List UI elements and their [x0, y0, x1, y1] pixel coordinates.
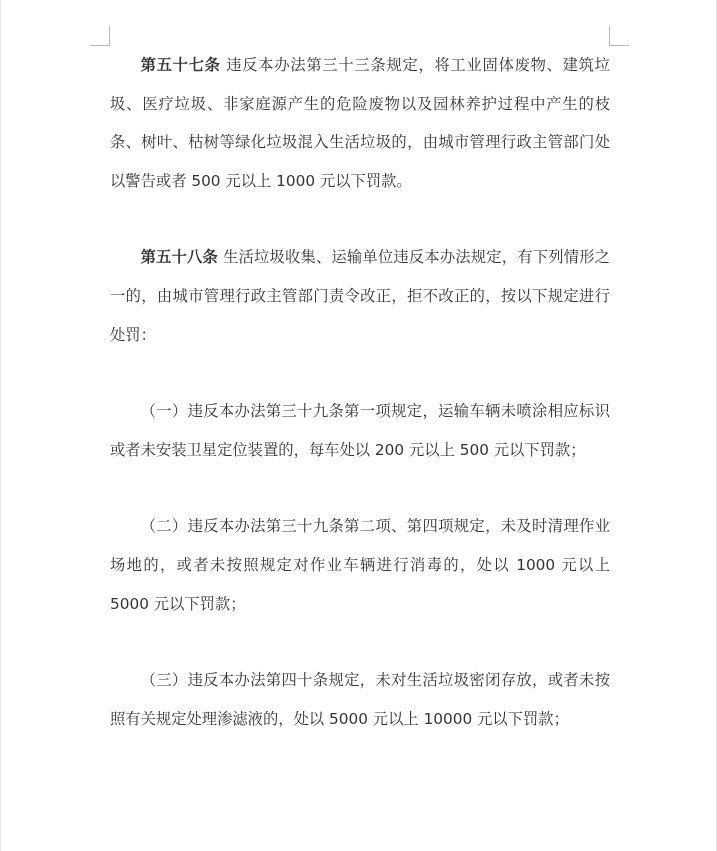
article-58-paragraph[interactable] [110, 238, 610, 354]
clause-text: （一）违反本办法第三十九条第一项规定，运输车辆未喷涂相应标识或者未安装卫星定位装置的，每车处以 200 元以上 500 元以下罚款； [110, 402, 610, 459]
clause-2-paragraph[interactable] [110, 507, 610, 623]
crop-mark-top-right [609, 26, 629, 46]
clause-1-paragraph[interactable] [110, 392, 610, 469]
document-body[interactable] [110, 46, 610, 738]
article-number: 第五十七条 [140, 56, 221, 74]
clause-3-paragraph[interactable] [110, 661, 610, 738]
article-text: 生活垃圾收集、运输单位违反本办法规定，有下列情形之一的，由城市管理行政主管部门责令改正，拒不改正的，按以下规定进行处罚： [110, 248, 610, 344]
crop-mark-top-left [90, 26, 110, 46]
clause-text: （二）违反本办法第三十九条第二项、第四项规定，未及时清理作业场地的，或者未按照规定对作业车辆进行消毒的，处以 1000 元以上 5000 元以下罚款； [110, 517, 610, 613]
clause-text: （三）违反本办法第四十条规定，未对生活垃圾密闭存放，或者未按照有关规定处理渗滤液的，处以 5000 元以上 10000 元以下罚款； [110, 671, 610, 728]
article-57-paragraph[interactable] [110, 46, 610, 200]
article-text: 违反本办法第三十三条规定，将工业固体废物、建筑垃圾、医疗垃圾、非家庭源产生的危险废物以及园林养护过程中产生的枝条、树叶、枯树等绿化垃圾混入生活垃圾的，由城市管理行政主管部门处以警告或者 500 元以上 1000 元以下罚款。 [110, 56, 610, 190]
article-number: 第五十八条 [140, 248, 219, 267]
